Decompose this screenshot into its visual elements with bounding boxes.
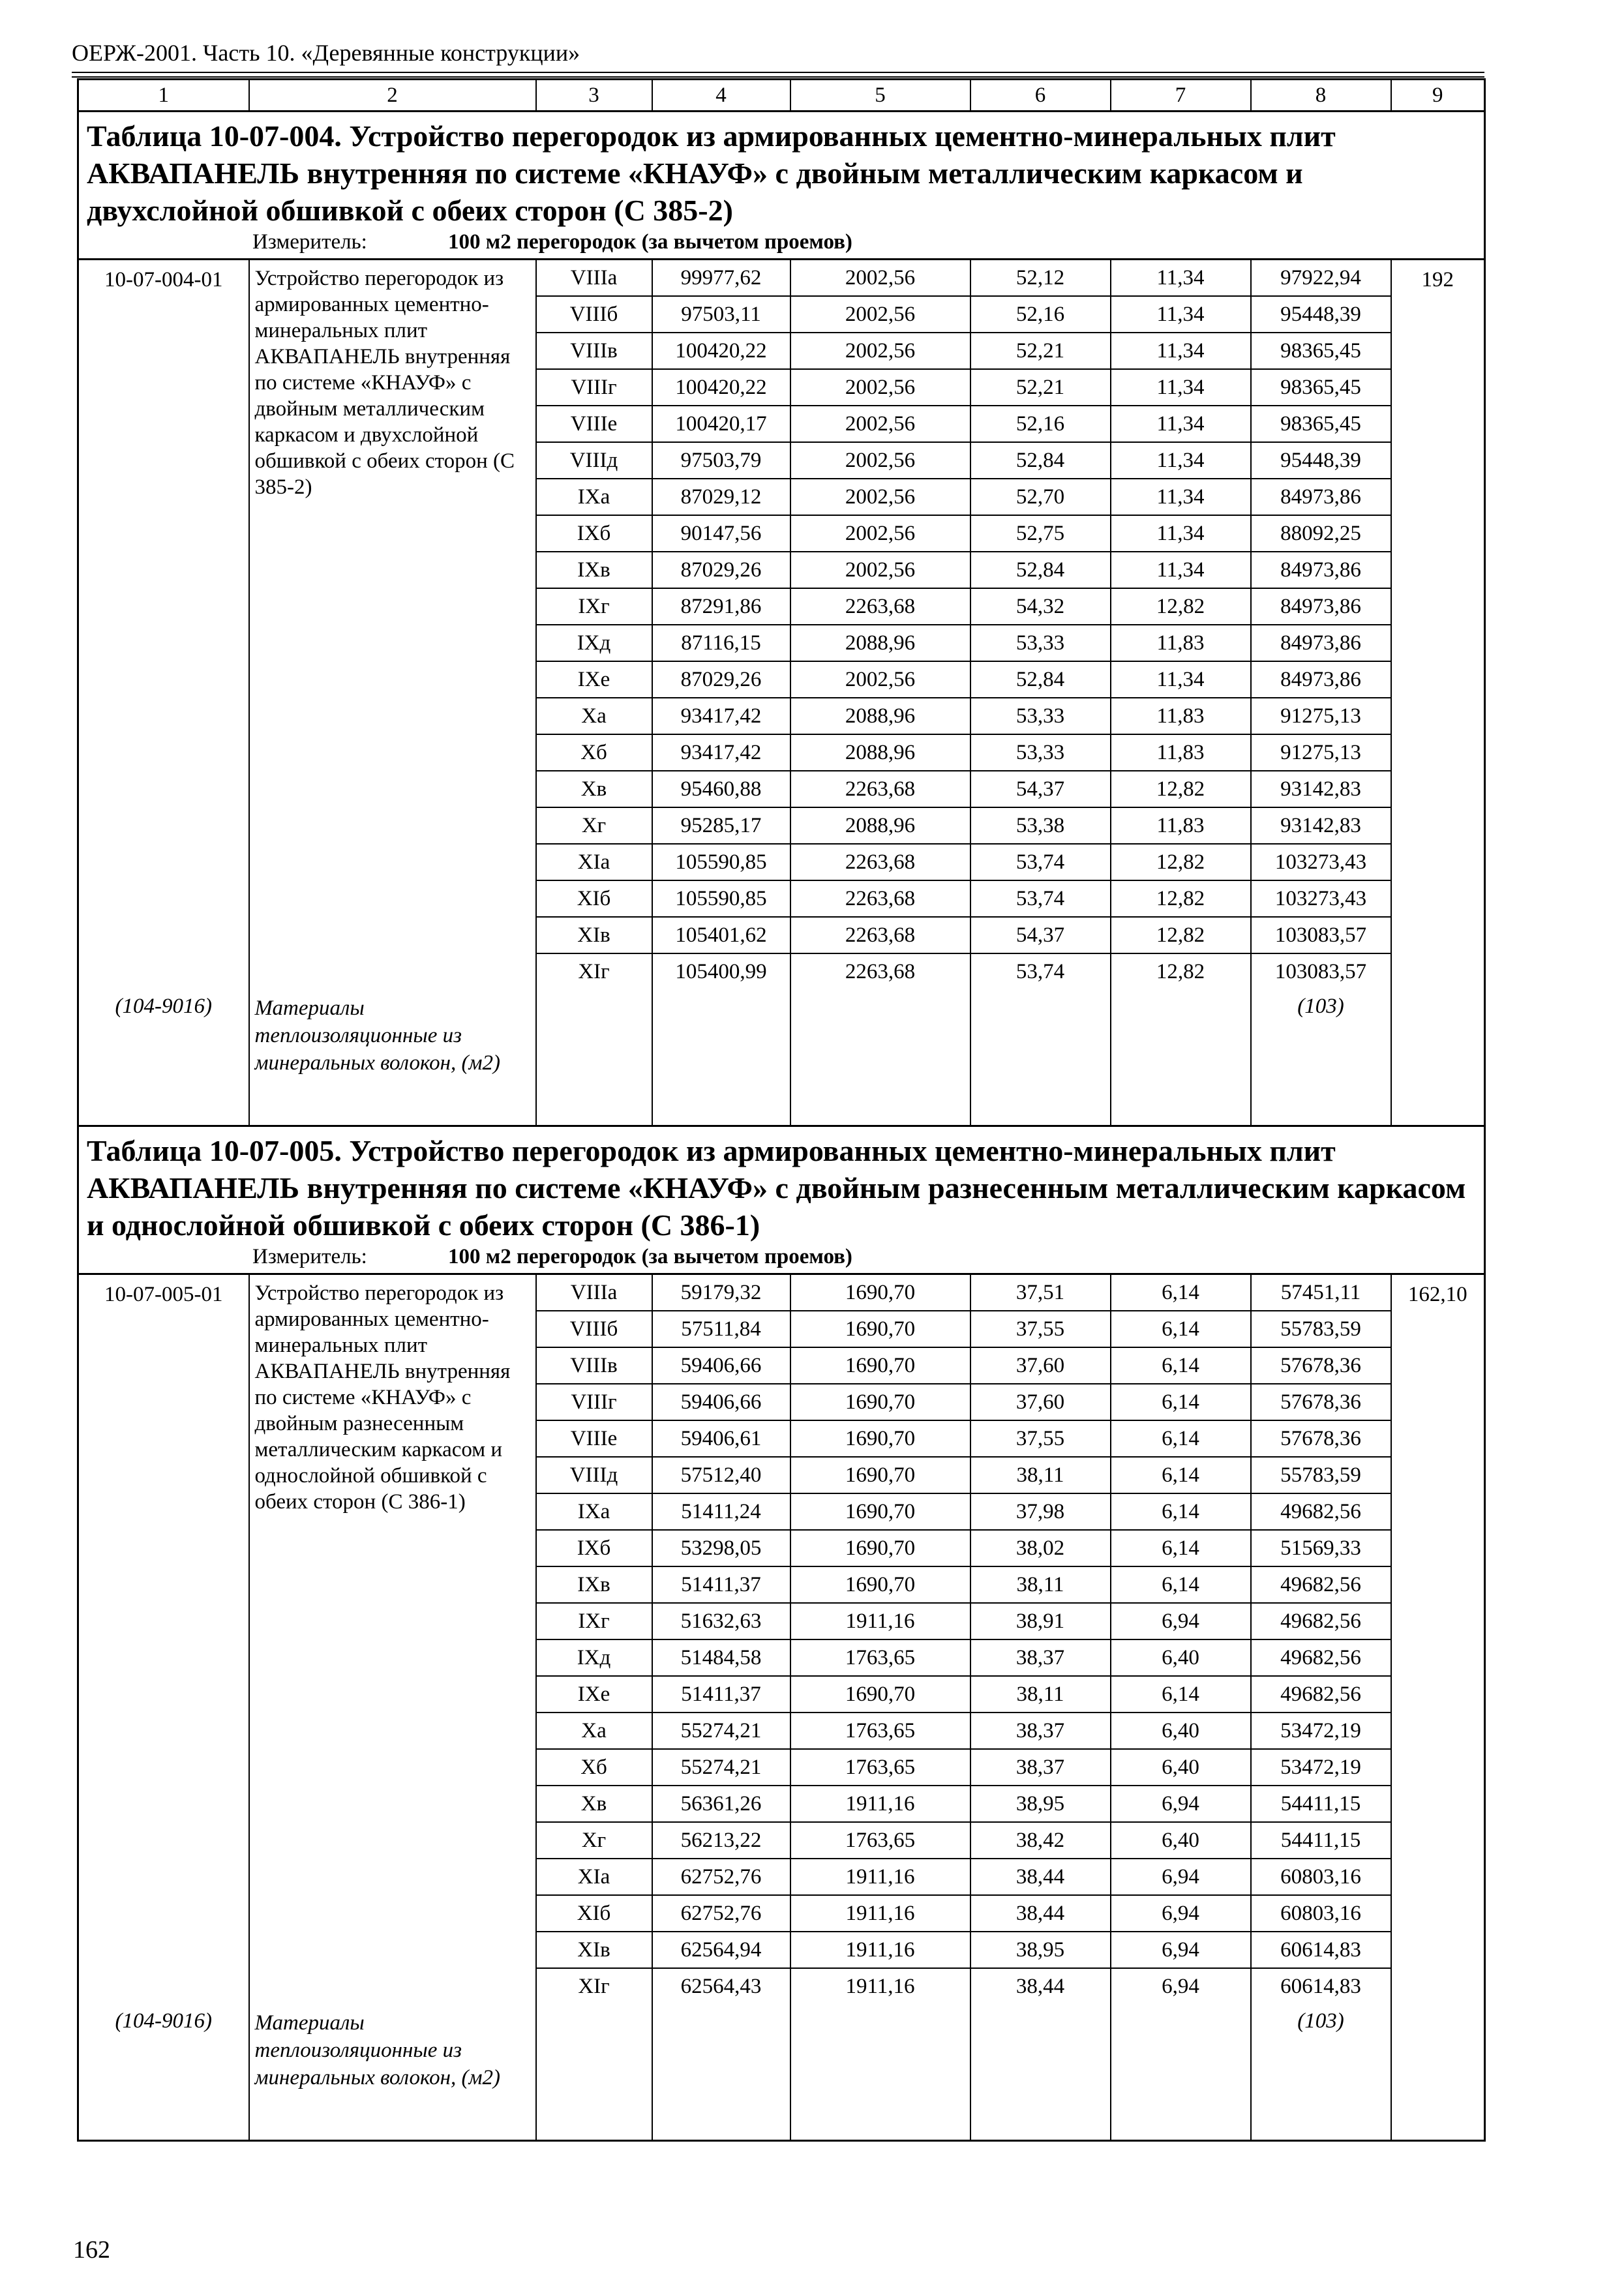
price-value: 103273,43: [1251, 880, 1391, 917]
zone-code: XIб: [536, 1895, 652, 1932]
price-value: 1911,16: [790, 1859, 970, 1895]
price-value: 56361,26: [652, 1786, 790, 1822]
price-value: 57451,11: [1251, 1274, 1391, 1311]
price-value: 54,37: [970, 771, 1111, 807]
price-value: 52,84: [970, 552, 1111, 588]
price-value: 12,82: [1111, 771, 1251, 807]
empty-cell: [536, 989, 652, 1126]
item-code: 10-07-004-01: [78, 260, 249, 990]
price-value: 51484,58: [652, 1639, 790, 1676]
price-value: 87029,26: [652, 552, 790, 588]
price-value: 97503,79: [652, 442, 790, 479]
column-number: 3: [536, 80, 652, 112]
material-name: Материалы теплоизоляционные из минеральных волокон, (м2): [249, 2004, 536, 2141]
norm-value: 162,10: [1391, 1274, 1485, 2005]
price-value: 52,70: [970, 479, 1111, 515]
empty-cell: [1391, 989, 1485, 1126]
price-value: 53472,19: [1251, 1749, 1391, 1786]
price-value: 38,37: [970, 1639, 1111, 1676]
material-row: [78, 2004, 1485, 2141]
price-value: 1911,16: [790, 1603, 970, 1639]
price-value: 6,14: [1111, 1566, 1251, 1603]
price-value: 38,91: [970, 1603, 1111, 1639]
price-value: 60614,83: [1251, 1968, 1391, 2004]
zone-code: IXа: [536, 1493, 652, 1530]
price-value: 103273,43: [1251, 844, 1391, 880]
page-number: 162: [73, 2236, 110, 2264]
price-value: 11,34: [1111, 406, 1251, 442]
column-number: 2: [249, 80, 536, 112]
zone-code: IXв: [536, 552, 652, 588]
price-value: 37,55: [970, 1311, 1111, 1347]
price-value: 1690,70: [790, 1311, 970, 1347]
empty-cell: [1391, 2004, 1485, 2141]
price-value: 1763,65: [790, 1749, 970, 1786]
price-value: 52,21: [970, 369, 1111, 406]
price-value: 6,14: [1111, 1311, 1251, 1347]
column-number: 4: [652, 80, 790, 112]
zone-code: XIг: [536, 1968, 652, 2004]
zone-code: VIIIе: [536, 1420, 652, 1457]
price-value: 2002,56: [790, 260, 970, 297]
empty-cell: [790, 2004, 970, 2141]
zone-code: VIIIг: [536, 369, 652, 406]
price-value: 38,37: [970, 1749, 1111, 1786]
price-value: 93142,83: [1251, 807, 1391, 844]
price-value: 2002,56: [790, 333, 970, 369]
price-value: 38,44: [970, 1859, 1111, 1895]
price-value: 11,34: [1111, 260, 1251, 297]
price-value: 11,83: [1111, 625, 1251, 661]
price-value: 84973,86: [1251, 661, 1391, 698]
price-value: 105590,85: [652, 844, 790, 880]
price-value: 51411,24: [652, 1493, 790, 1530]
zone-code: VIIIв: [536, 333, 652, 369]
zone-code: Xб: [536, 1749, 652, 1786]
item-code: 10-07-005-01: [78, 1274, 249, 2005]
zone-code: VIIIг: [536, 1384, 652, 1420]
price-value: 2002,56: [790, 479, 970, 515]
zone-code: IXг: [536, 1603, 652, 1639]
price-value: 51569,33: [1251, 1530, 1391, 1566]
price-value: 52,84: [970, 661, 1111, 698]
price-value: 1763,65: [790, 1713, 970, 1749]
price-value: 6,40: [1111, 1713, 1251, 1749]
price-value: 97503,11: [652, 296, 790, 333]
zone-code: IXд: [536, 1639, 652, 1676]
price-value: 100420,17: [652, 406, 790, 442]
column-number: 6: [970, 80, 1111, 112]
zone-code: VIIIд: [536, 442, 652, 479]
price-value: 37,51: [970, 1274, 1111, 1311]
column-number: 1: [78, 80, 249, 112]
price-value: 57678,36: [1251, 1384, 1391, 1420]
price-value: 6,14: [1111, 1493, 1251, 1530]
column-number: 8: [1251, 80, 1391, 112]
price-value: 55274,21: [652, 1749, 790, 1786]
price-value: 12,82: [1111, 844, 1251, 880]
price-value: 59406,66: [652, 1347, 790, 1384]
table-row: [78, 260, 1485, 297]
price-value: 6,94: [1111, 1603, 1251, 1639]
price-value: 51411,37: [652, 1566, 790, 1603]
zone-code: Xб: [536, 734, 652, 771]
price-value: 37,55: [970, 1420, 1111, 1457]
price-value: 87029,12: [652, 479, 790, 515]
zone-code: Xг: [536, 807, 652, 844]
price-value: 2002,56: [790, 515, 970, 552]
price-value: 6,94: [1111, 1968, 1251, 2004]
price-value: 62564,43: [652, 1968, 790, 2004]
price-value: 37,60: [970, 1384, 1111, 1420]
price-value: 53472,19: [1251, 1713, 1391, 1749]
price-value: 52,12: [970, 260, 1111, 297]
price-value: 12,82: [1111, 588, 1251, 625]
empty-cell: [652, 2004, 790, 2141]
zone-code: XIг: [536, 953, 652, 989]
table-title: Таблица 10-07-004. Устройство перегородок из армированных цементно-минеральных плит АКВАПАНЕЛЬ внутренняя по системе «КНАУФ» с двойным металлическим каркасом и двухслойной обшивкой с обеих сторон (С 385-2): [87, 119, 1336, 227]
price-value: 6,94: [1111, 1786, 1251, 1822]
price-value: 60803,16: [1251, 1895, 1391, 1932]
price-value: 105400,99: [652, 953, 790, 989]
price-value: 98365,45: [1251, 406, 1391, 442]
material-code: (104-9016): [78, 2004, 249, 2141]
zone-code: VIIIб: [536, 1311, 652, 1347]
price-value: 95448,39: [1251, 296, 1391, 333]
empty-cell: [970, 989, 1111, 1126]
price-value: 55783,59: [1251, 1311, 1391, 1347]
price-value: 60614,83: [1251, 1932, 1391, 1968]
price-value: 38,11: [970, 1566, 1111, 1603]
price-value: 6,40: [1111, 1639, 1251, 1676]
price-value: 11,34: [1111, 296, 1251, 333]
price-value: 84973,86: [1251, 625, 1391, 661]
zone-code: IXд: [536, 625, 652, 661]
price-value: 103083,57: [1251, 953, 1391, 989]
price-value: 100420,22: [652, 369, 790, 406]
price-value: 6,14: [1111, 1384, 1251, 1420]
price-value: 1911,16: [790, 1895, 970, 1932]
price-value: 49682,56: [1251, 1493, 1391, 1530]
price-value: 105590,85: [652, 880, 790, 917]
column-number: 7: [1111, 80, 1251, 112]
price-value: 6,14: [1111, 1457, 1251, 1493]
zone-code: IXв: [536, 1566, 652, 1603]
price-value: 60803,16: [1251, 1859, 1391, 1895]
price-value: 2002,56: [790, 661, 970, 698]
price-value: 57512,40: [652, 1457, 790, 1493]
price-value: 6,14: [1111, 1676, 1251, 1713]
price-value: 2088,96: [790, 807, 970, 844]
price-value: 38,02: [970, 1530, 1111, 1566]
price-value: 57511,84: [652, 1311, 790, 1347]
price-value: 56213,22: [652, 1822, 790, 1859]
price-value: 2263,68: [790, 917, 970, 953]
price-value: 55783,59: [1251, 1457, 1391, 1493]
price-value: 2088,96: [790, 698, 970, 734]
zone-code: Xа: [536, 698, 652, 734]
price-value: 52,84: [970, 442, 1111, 479]
price-value: 2002,56: [790, 406, 970, 442]
price-value: 6,94: [1111, 1932, 1251, 1968]
measure-label: Измеритель:: [252, 230, 367, 254]
price-value: 57678,36: [1251, 1420, 1391, 1457]
price-value: 57678,36: [1251, 1347, 1391, 1384]
price-value: 12,82: [1111, 917, 1251, 953]
zone-code: IXе: [536, 661, 652, 698]
price-value: 54411,15: [1251, 1822, 1391, 1859]
measure-line: [87, 230, 1476, 254]
price-value: 1690,70: [790, 1493, 970, 1530]
zone-code: XIв: [536, 1932, 652, 1968]
price-value: 93417,42: [652, 698, 790, 734]
price-value: 91275,13: [1251, 734, 1391, 771]
price-value: 11,34: [1111, 369, 1251, 406]
price-value: 11,34: [1111, 442, 1251, 479]
zone-code: VIIIв: [536, 1347, 652, 1384]
material-name: Материалы теплоизоляционные из минеральных волокон, (м2): [249, 989, 536, 1126]
price-value: 1763,65: [790, 1822, 970, 1859]
zone-code: IXа: [536, 479, 652, 515]
table-title-cell: [78, 1126, 1485, 1274]
header-rule: [72, 76, 1484, 78]
price-value: 1690,70: [790, 1676, 970, 1713]
price-value: 90147,56: [652, 515, 790, 552]
zone-code: Xг: [536, 1822, 652, 1859]
price-value: 2263,68: [790, 588, 970, 625]
price-value: 2088,96: [790, 625, 970, 661]
price-value: 11,83: [1111, 734, 1251, 771]
table-title: Таблица 10-07-005. Устройство перегородок из армированных цементно-минеральных плит АКВАПАНЕЛЬ внутренняя по системе «КНАУФ» с двойным разнесенным металлическим каркасом и однослойной обшивкой с обеих сторон (С 386-1): [87, 1134, 1466, 1242]
price-value: 49682,56: [1251, 1566, 1391, 1603]
zone-code: IXб: [536, 1530, 652, 1566]
price-value: 62752,76: [652, 1895, 790, 1932]
zone-code: VIIIа: [536, 260, 652, 297]
price-value: 11,83: [1111, 698, 1251, 734]
price-value: 1690,70: [790, 1347, 970, 1384]
price-value: 99977,62: [652, 260, 790, 297]
price-value: 1763,65: [790, 1639, 970, 1676]
price-value: 2263,68: [790, 880, 970, 917]
column-number: 5: [790, 80, 970, 112]
material-row: [78, 989, 1485, 1126]
zone-code: VIIIб: [536, 296, 652, 333]
price-value: 38,44: [970, 1895, 1111, 1932]
price-value: 11,34: [1111, 479, 1251, 515]
price-value: 2002,56: [790, 442, 970, 479]
item-description: Устройство перегородок из армированных цементно-минеральных плит АКВАПАНЕЛЬ внутренняя по системе «КНАУФ» с двойным металлическим каркасом и двухслойной обшивкой с обеих сторон (С 385-2): [249, 260, 536, 990]
price-value: 1690,70: [790, 1274, 970, 1311]
empty-cell: [652, 989, 790, 1126]
price-value: 2263,68: [790, 953, 970, 989]
price-value: 2002,56: [790, 296, 970, 333]
zone-code: IXб: [536, 515, 652, 552]
price-value: 87116,15: [652, 625, 790, 661]
price-value: 51632,63: [652, 1603, 790, 1639]
price-value: 95285,17: [652, 807, 790, 844]
price-value: 53,74: [970, 880, 1111, 917]
price-value: 38,95: [970, 1932, 1111, 1968]
price-value: 54411,15: [1251, 1786, 1391, 1822]
column-number: 9: [1391, 80, 1485, 112]
price-value: 53,33: [970, 734, 1111, 771]
price-value: 87029,26: [652, 661, 790, 698]
price-value: 59406,66: [652, 1384, 790, 1420]
price-value: 59179,32: [652, 1274, 790, 1311]
price-value: 93142,83: [1251, 771, 1391, 807]
price-value: 6,14: [1111, 1347, 1251, 1384]
table-title-row: [78, 1126, 1485, 1274]
measure-value: 100 м2 перегородок (за вычетом проемов): [448, 230, 852, 254]
price-value: 53,33: [970, 698, 1111, 734]
price-value: 2002,56: [790, 552, 970, 588]
empty-cell: [1111, 2004, 1251, 2141]
price-value: 103083,57: [1251, 917, 1391, 953]
norm-value: 192: [1391, 260, 1485, 990]
material-code: (104-9016): [78, 989, 249, 1126]
price-value: 38,42: [970, 1822, 1111, 1859]
page-header: ОЕРЖ-2001. Часть 10. «Деревянные конструкции»: [72, 40, 580, 66]
price-value: 62752,76: [652, 1859, 790, 1895]
price-value: 105401,62: [652, 917, 790, 953]
price-value: 52,21: [970, 333, 1111, 369]
price-value: 87291,86: [652, 588, 790, 625]
price-value: 98365,45: [1251, 369, 1391, 406]
price-value: 53,74: [970, 953, 1111, 989]
zone-code: XIа: [536, 844, 652, 880]
table-title-cell: [78, 112, 1485, 260]
price-value: 52,16: [970, 406, 1111, 442]
price-value: 12,82: [1111, 953, 1251, 989]
zone-code: Xа: [536, 1713, 652, 1749]
price-value: 53,33: [970, 625, 1111, 661]
zone-code: VIIIа: [536, 1274, 652, 1311]
zone-code: IXе: [536, 1676, 652, 1713]
price-value: 100420,22: [652, 333, 790, 369]
zone-code: IXг: [536, 588, 652, 625]
zone-code: Xв: [536, 771, 652, 807]
price-value: 49682,56: [1251, 1639, 1391, 1676]
price-value: 11,34: [1111, 333, 1251, 369]
price-value: 6,40: [1111, 1749, 1251, 1786]
material-value: (103): [1251, 989, 1391, 1126]
price-value: 6,14: [1111, 1420, 1251, 1457]
price-value: 37,98: [970, 1493, 1111, 1530]
price-value: 95460,88: [652, 771, 790, 807]
price-value: 88092,25: [1251, 515, 1391, 552]
price-value: 2002,56: [790, 369, 970, 406]
price-value: 54,37: [970, 917, 1111, 953]
price-value: 11,34: [1111, 515, 1251, 552]
price-value: 91275,13: [1251, 698, 1391, 734]
price-value: 11,83: [1111, 807, 1251, 844]
price-value: 11,34: [1111, 552, 1251, 588]
price-value: 2263,68: [790, 844, 970, 880]
price-value: 1690,70: [790, 1530, 970, 1566]
zone-code: VIIIе: [536, 406, 652, 442]
price-value: 53,38: [970, 807, 1111, 844]
price-value: 52,16: [970, 296, 1111, 333]
price-value: 1690,70: [790, 1420, 970, 1457]
price-value: 53,74: [970, 844, 1111, 880]
measure-value: 100 м2 перегородок (за вычетом проемов): [448, 1245, 852, 1268]
price-value: 1690,70: [790, 1566, 970, 1603]
price-value: 84973,86: [1251, 588, 1391, 625]
price-value: 2263,68: [790, 771, 970, 807]
price-value: 38,11: [970, 1676, 1111, 1713]
price-value: 37,60: [970, 1347, 1111, 1384]
zone-code: VIIIд: [536, 1457, 652, 1493]
price-value: 84973,86: [1251, 479, 1391, 515]
price-value: 1911,16: [790, 1786, 970, 1822]
zone-code: Xв: [536, 1786, 652, 1822]
price-value: 84973,86: [1251, 552, 1391, 588]
price-value: 38,37: [970, 1713, 1111, 1749]
price-value: 93417,42: [652, 734, 790, 771]
price-value: 38,44: [970, 1968, 1111, 2004]
price-value: 98365,45: [1251, 333, 1391, 369]
price-value: 6,94: [1111, 1895, 1251, 1932]
table-title-row: [78, 112, 1485, 260]
price-value: 51411,37: [652, 1676, 790, 1713]
price-value: 62564,94: [652, 1932, 790, 1968]
price-value: 1690,70: [790, 1384, 970, 1420]
zone-code: XIв: [536, 917, 652, 953]
empty-cell: [536, 2004, 652, 2141]
item-description: Устройство перегородок из армированных цементно-минеральных плит АКВАПАНЕЛЬ внутренняя по системе «КНАУФ» с двойным разнесенным металлическим каркасом и однослойной обшивкой с обеих сторон (С 386-1): [249, 1274, 536, 2005]
measure-line: [87, 1245, 1476, 1269]
price-value: 59406,61: [652, 1420, 790, 1457]
price-value: 38,11: [970, 1457, 1111, 1493]
zone-code: XIб: [536, 880, 652, 917]
price-value: 6,14: [1111, 1274, 1251, 1311]
price-value: 12,82: [1111, 880, 1251, 917]
price-value: 38,95: [970, 1786, 1111, 1822]
empty-cell: [970, 2004, 1111, 2141]
material-value: (103): [1251, 2004, 1391, 2141]
column-number-row: [78, 80, 1485, 112]
price-value: 1690,70: [790, 1457, 970, 1493]
price-value: 1911,16: [790, 1932, 970, 1968]
price-value: 49682,56: [1251, 1676, 1391, 1713]
price-value: 6,94: [1111, 1859, 1251, 1895]
price-value: 54,32: [970, 588, 1111, 625]
measure-label: Измеритель:: [252, 1245, 367, 1268]
price-value: 6,14: [1111, 1530, 1251, 1566]
price-value: 1911,16: [790, 1968, 970, 2004]
price-value: 6,40: [1111, 1822, 1251, 1859]
price-value: 11,34: [1111, 661, 1251, 698]
header-rule: [72, 72, 1484, 73]
price-value: 97922,94: [1251, 260, 1391, 297]
price-table: [77, 78, 1486, 2142]
price-value: 2088,96: [790, 734, 970, 771]
price-value: 52,75: [970, 515, 1111, 552]
price-value: 95448,39: [1251, 442, 1391, 479]
price-value: 53298,05: [652, 1530, 790, 1566]
price-value: 49682,56: [1251, 1603, 1391, 1639]
zone-code: XIа: [536, 1859, 652, 1895]
empty-cell: [1111, 989, 1251, 1126]
table-row: [78, 1274, 1485, 1311]
empty-cell: [790, 989, 970, 1126]
price-value: 55274,21: [652, 1713, 790, 1749]
